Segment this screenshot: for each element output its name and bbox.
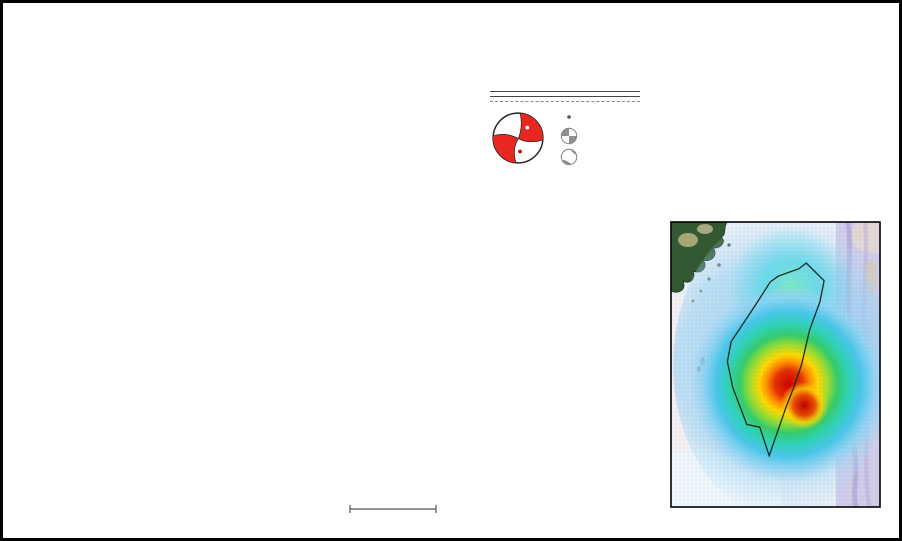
plane2-row	[490, 97, 640, 102]
iso-icon	[560, 110, 578, 124]
clvd-icon	[560, 148, 578, 166]
dc-item	[560, 127, 583, 145]
location-row	[490, 30, 668, 42]
dc-icon	[560, 127, 578, 145]
time-scalebar	[348, 504, 440, 526]
focal-mechanism-beachball	[490, 110, 546, 166]
clvd-item	[560, 148, 583, 166]
map-base-layers	[671, 215, 895, 517]
misfit-reduction-chart	[641, 53, 902, 215]
nodal-plane-table	[490, 87, 640, 102]
t-axis-dot	[525, 126, 529, 130]
units-legend	[440, 502, 445, 515]
event-map	[643, 215, 902, 541]
p-axis-dot	[518, 150, 522, 154]
decomposition-legend	[560, 110, 583, 169]
iso-item	[560, 110, 583, 124]
grid-sample-dots	[671, 222, 880, 507]
